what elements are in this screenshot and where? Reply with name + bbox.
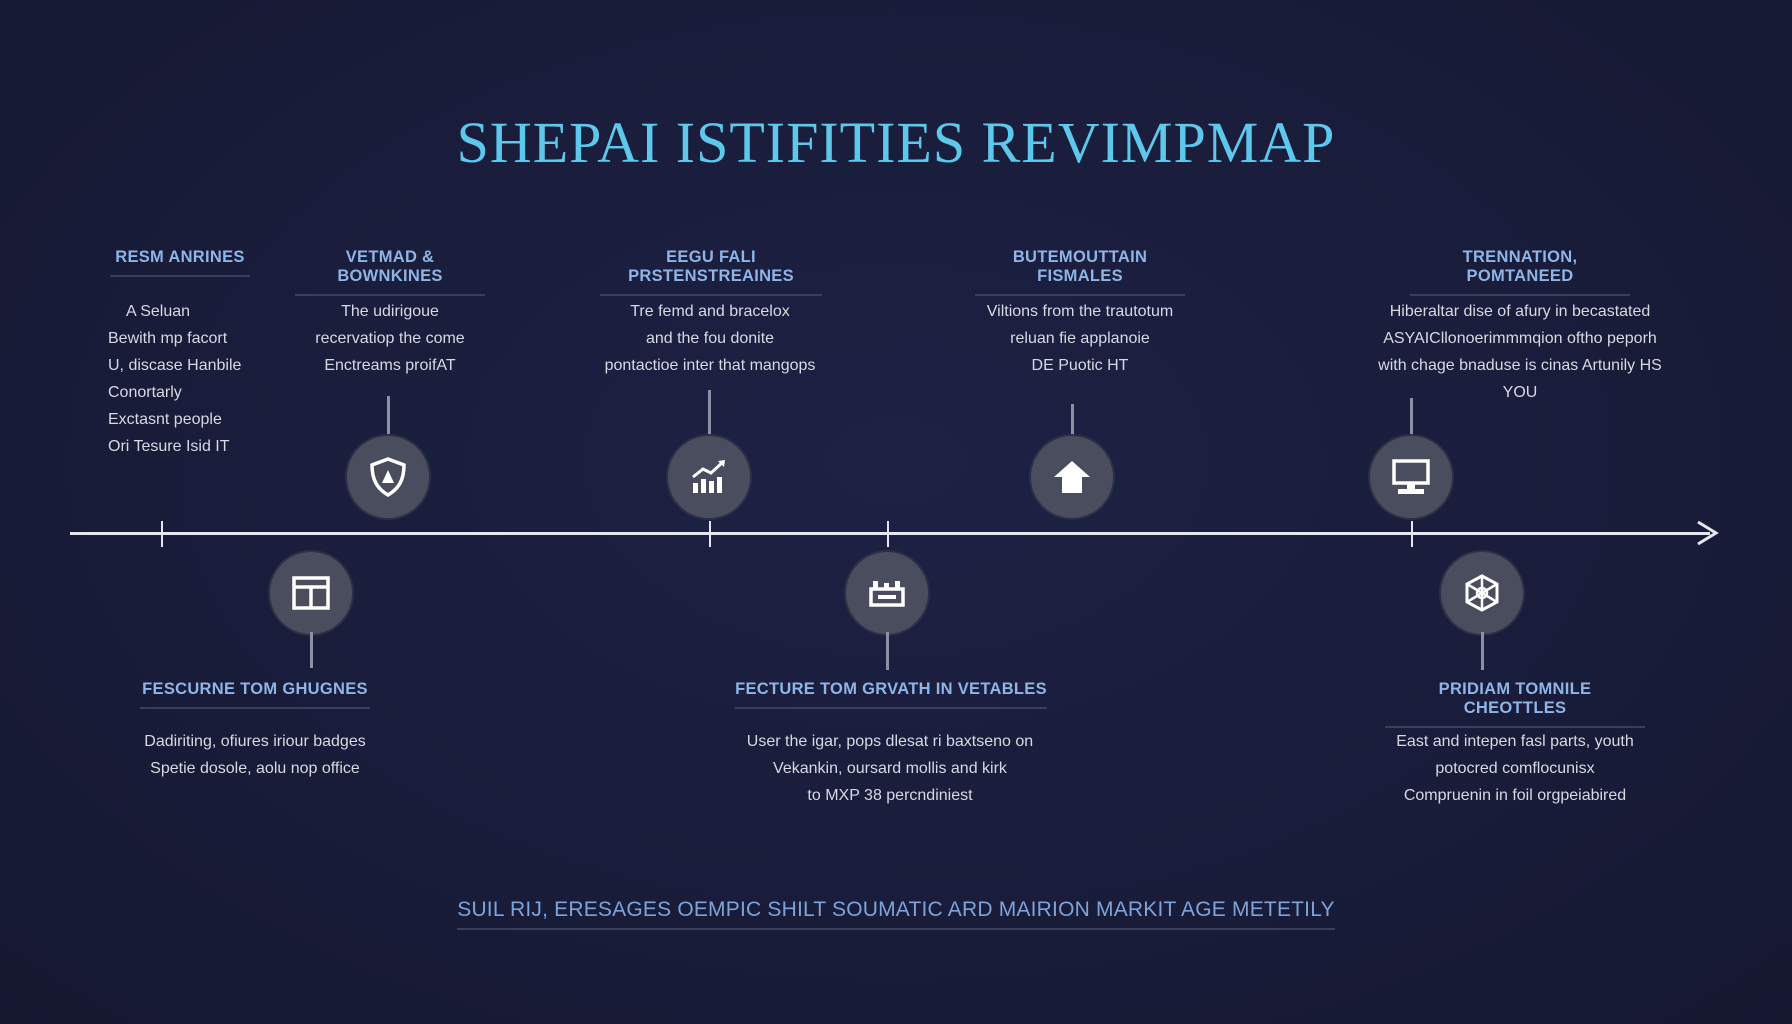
timeline-tick bbox=[709, 521, 711, 547]
growth-chart-icon bbox=[687, 455, 731, 499]
monitor-icon bbox=[1389, 455, 1433, 499]
milestone-node bbox=[846, 552, 928, 634]
milestone-heading: TRENNATION, POMTANEED bbox=[1410, 248, 1630, 296]
connector-line bbox=[886, 632, 889, 670]
connector-line bbox=[1071, 404, 1074, 438]
milestone-description: The udirigoue recervatiop the come Enctreams proifAT bbox=[315, 303, 465, 374]
connector-line bbox=[387, 396, 390, 438]
house-icon bbox=[1050, 455, 1094, 499]
connector-line bbox=[1481, 632, 1484, 670]
milestone-description: Tre femd and bracelox and the fou donite pontactioe inter that mangops bbox=[604, 303, 816, 374]
milestone-node bbox=[347, 436, 429, 518]
arrow-head-icon bbox=[1694, 520, 1720, 546]
connector-line bbox=[310, 632, 313, 668]
milestone-description: Hiberaltar dise of afury in becastated ASYAICllonoerimmmqion oftho peporh with chage bnaduse is cinas Artunily HS YOU bbox=[1378, 303, 1662, 401]
milestone-heading: PRIDIAM TOMNILE CHEOTTLES bbox=[1385, 680, 1645, 728]
milestone-node bbox=[270, 552, 352, 634]
milestone-description: User the igar, pops dlesat ri baxtseno on Vekankin, oursard mollis and kirk to MXP 38 percndiniest bbox=[746, 733, 1034, 804]
connector-line bbox=[708, 390, 711, 438]
milestone-heading: EEGU FALI PRSTENSTREAINES bbox=[600, 248, 822, 296]
milestone-node bbox=[668, 436, 750, 518]
timeline-tick bbox=[887, 521, 889, 547]
connector-line bbox=[1410, 398, 1413, 438]
milestone-node bbox=[1441, 552, 1523, 634]
milestone-heading: FECTURE TOM GRVATH IN VETABLES bbox=[735, 680, 1047, 709]
layout-window-icon bbox=[289, 571, 333, 615]
milestone-heading: VETMAD & BOWNKINES bbox=[295, 248, 485, 296]
milestone-heading: BUTEMOUTTAIN FISMALES bbox=[975, 248, 1185, 296]
milestone-description: Dadiriting, ofiures iriour badges Spetie dosole, aolu nop office bbox=[144, 733, 366, 777]
page-title: SHEPAI ISTIFITIES REVIMPMAP bbox=[456, 109, 1336, 175]
milestone-node bbox=[1031, 436, 1113, 518]
milestone-description: East and intepen fasl parts, youth potocred comflocunisx Compruenin in foil orgpeiabired bbox=[1396, 733, 1634, 804]
milestone-description: A Seluan Bewith mp facort U, discase Hanbile Conortarly Exctasnt people Ori Tesure Isid IT bbox=[108, 303, 242, 455]
footer-caption bbox=[0, 898, 1792, 930]
factory-icon bbox=[865, 571, 909, 615]
network-icon bbox=[1460, 571, 1504, 615]
timeline-axis bbox=[70, 532, 1710, 535]
timeline-tick bbox=[161, 521, 163, 547]
milestone-heading: RESM ANRINES bbox=[110, 248, 250, 277]
milestone-node bbox=[1370, 436, 1452, 518]
milestone-description: Viltions from the trautotum reluan fie applanoie DE Puotic HT bbox=[986, 303, 1174, 374]
milestone-heading: FESCURNE TOM GHUGNES bbox=[140, 680, 370, 709]
timeline-tick bbox=[1411, 521, 1413, 547]
shield-icon bbox=[366, 455, 410, 499]
footer-text: SUIL RIJ, ERESAGES OEMPIC SHILT SOUMATIC ARD MAIRION MARKIT AGE METETILY bbox=[457, 898, 1335, 930]
